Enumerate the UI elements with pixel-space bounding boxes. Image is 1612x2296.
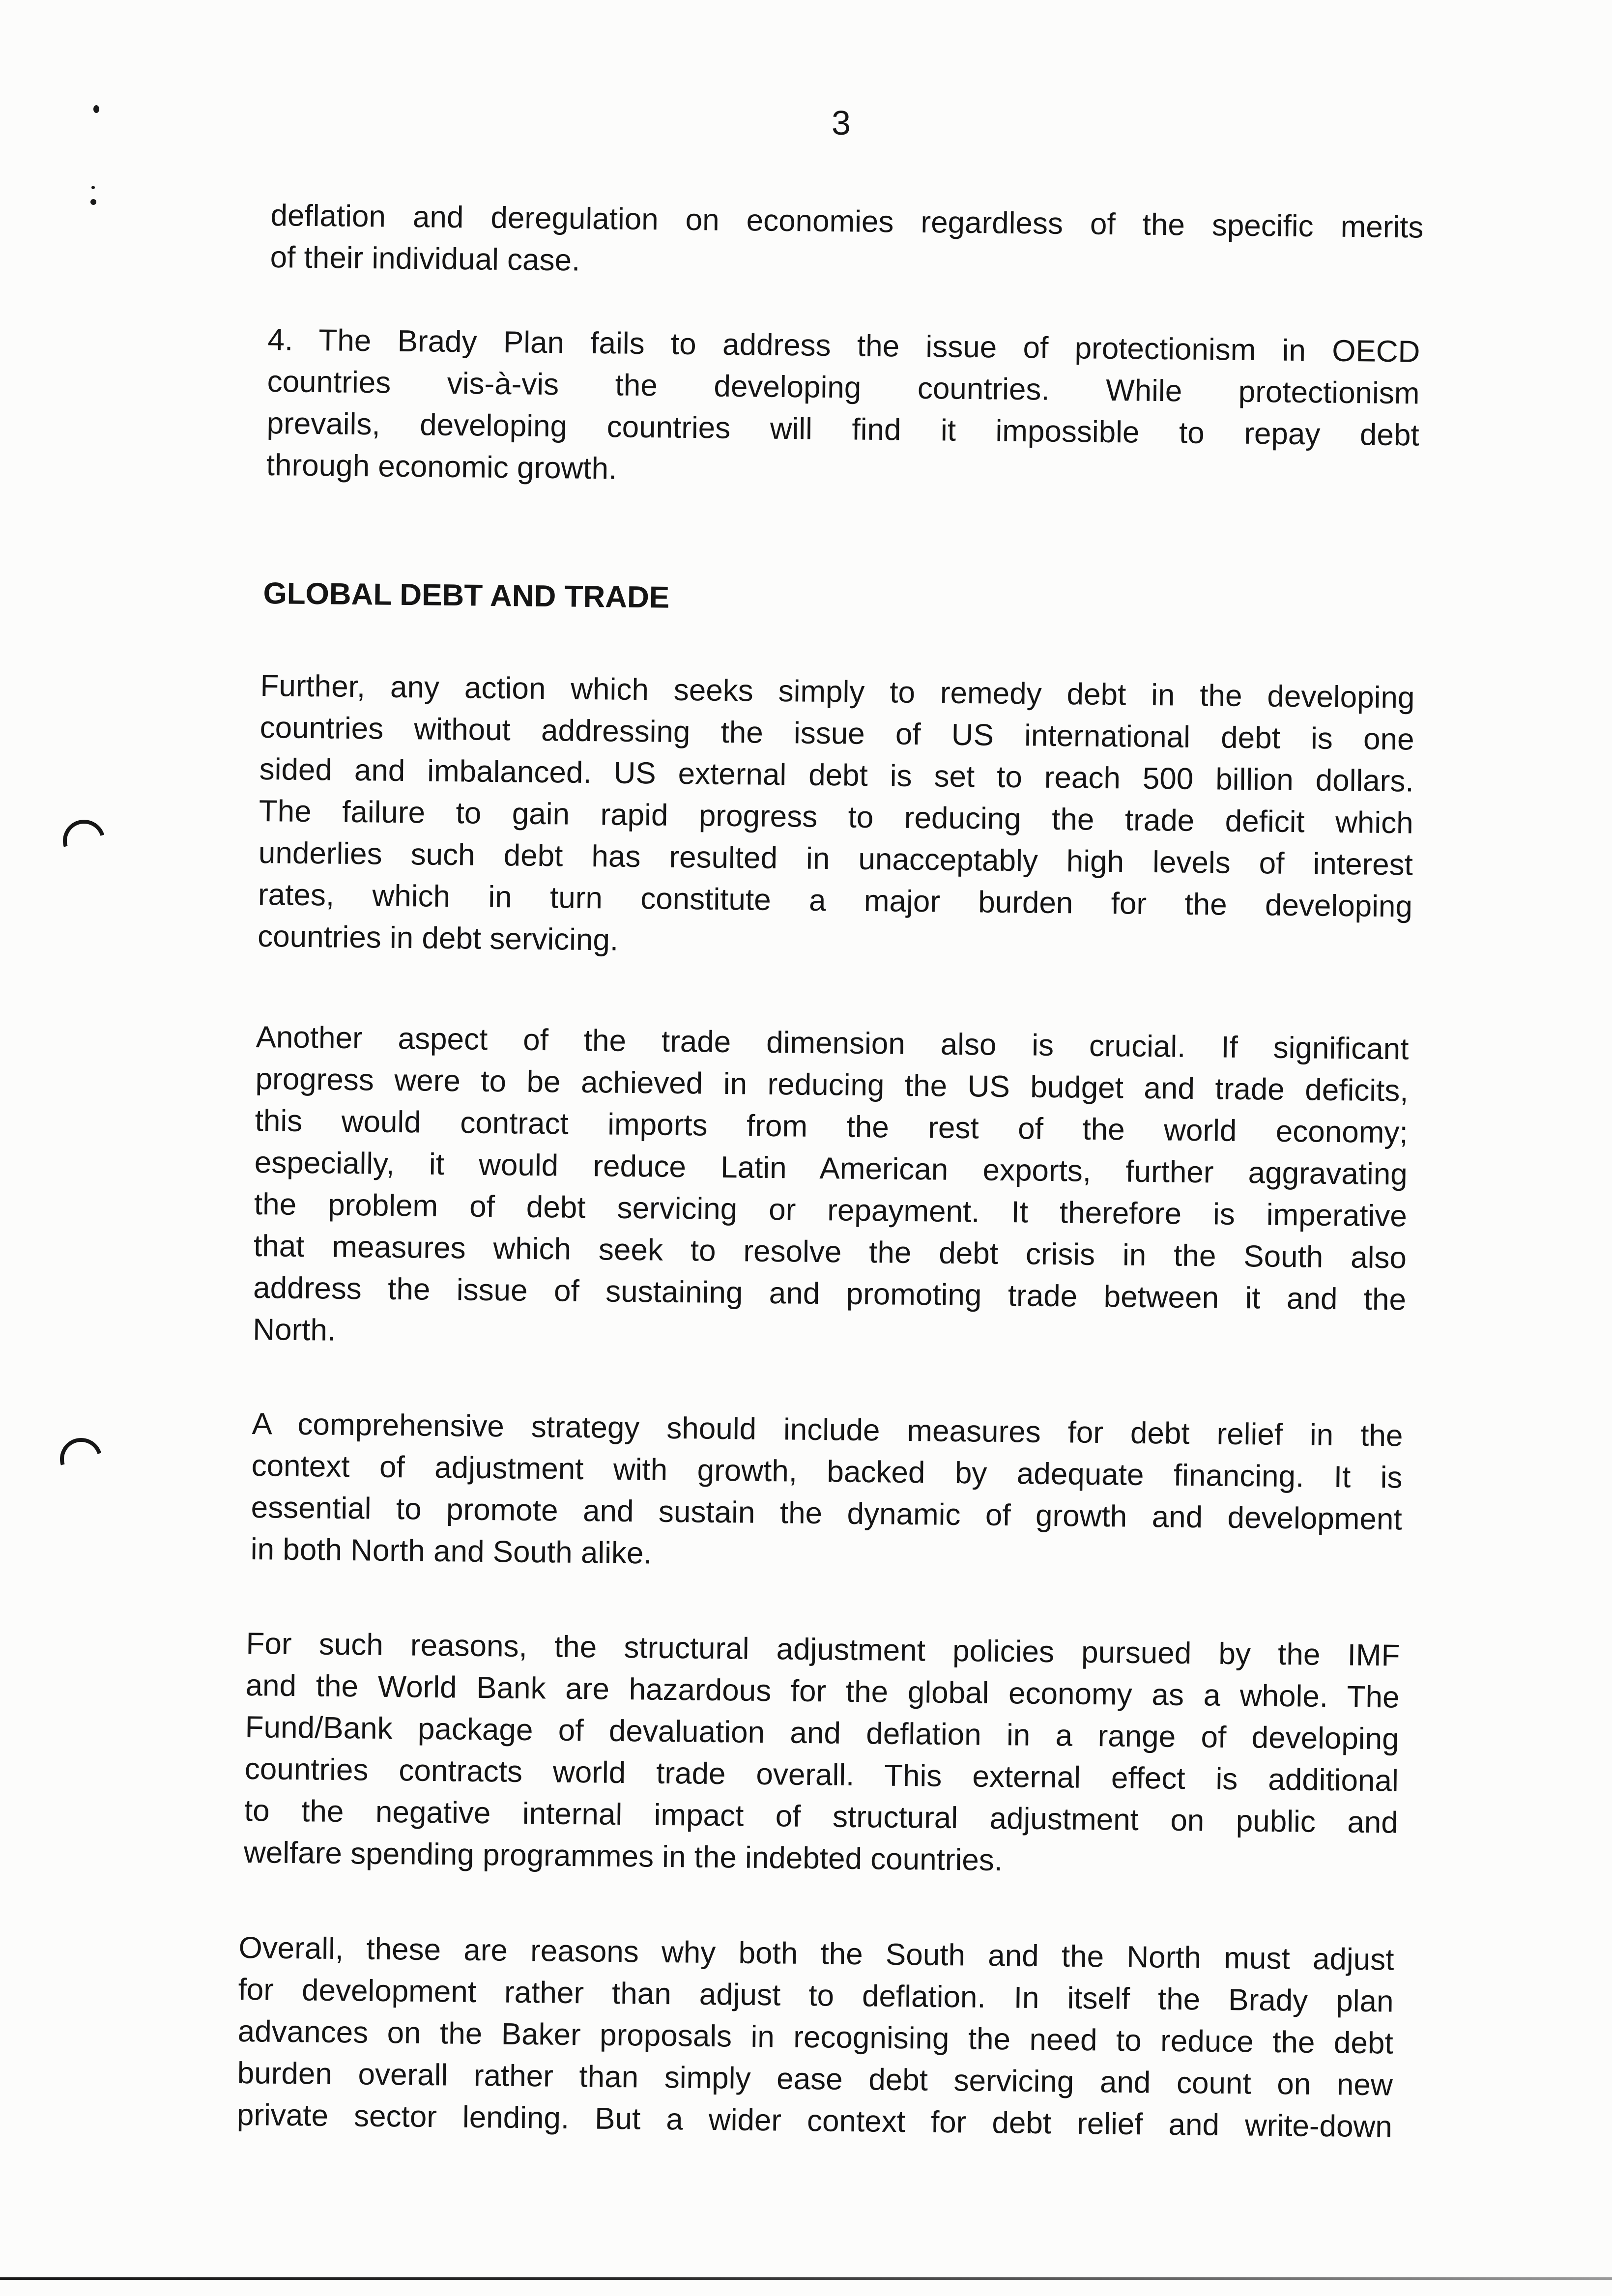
- text-line: essential to promote and sustain the dynamic of growth and development: [251, 1490, 1403, 1537]
- text-line: Fund/Bank package of devaluation and deflation in a range of developing: [245, 1710, 1400, 1756]
- text-line: address the issue of sustaining and promoting trade between it and the: [253, 1270, 1407, 1317]
- text-line: countries without addressing the issue of US international debt is one: [259, 710, 1414, 757]
- text-line: A comprehensive strategy should include measures for debt relief in the: [252, 1406, 1403, 1453]
- paragraph: [266, 319, 1420, 498]
- text-line: through economic growth.: [266, 448, 617, 486]
- paragraph: [270, 195, 1424, 290]
- text-line: welfare spending programmes in the indebted countries.: [243, 1835, 1003, 1878]
- text-line: to the negative internal impact of structural adjustment on public and: [244, 1793, 1399, 1840]
- paragraph: [253, 1016, 1409, 1363]
- text-line: burden overall rather than simply ease debt servicing and count on new: [237, 2056, 1393, 2102]
- punch-hole-mark: [53, 1431, 110, 1488]
- text-line: North.: [252, 1312, 336, 1348]
- text-line: prevails, developing countries will find it impossible to repay debt: [266, 406, 1420, 453]
- text-line: of their individual case.: [270, 240, 580, 278]
- text-line: in both North and South alike.: [250, 1532, 653, 1571]
- text-line: sided and imbalanced. US external debt is set to reach 500 billion dollars.: [259, 752, 1414, 799]
- text-line: underlies such debt has resulted in unacceptably high levels of interest: [258, 835, 1413, 882]
- margin-dot: [90, 199, 96, 205]
- paragraph: [237, 1927, 1394, 2148]
- text-line: and the World Bank are hazardous for the global economy as a whole. The: [245, 1668, 1400, 1715]
- text-line: Another aspect of the trade dimension also is crucial. If significant: [256, 1020, 1409, 1066]
- punch-hole-mark: [56, 812, 113, 869]
- text-line: for development rather than adjust to deflation. In itself the Brady plan: [238, 1972, 1394, 2019]
- text-line: 4. The Brady Plan fails to address the issue of protectionism in OECD: [267, 322, 1420, 369]
- text-line: countries in debt servicing.: [257, 919, 619, 957]
- paragraph: [250, 1403, 1403, 1582]
- text-line: especially, it would reduce Latin American exports, further aggravating: [254, 1145, 1408, 1192]
- text-line: countries vis-à-vis the developing countries. While protectionism: [267, 364, 1420, 411]
- text-line: deflation and deregulation on economies regardless of the specific merits: [270, 198, 1424, 245]
- text-line: this would contract imports from the rest of the world economy;: [255, 1103, 1409, 1150]
- text-line: context of adjustment with growth, backed by adequate financing. It is: [251, 1448, 1403, 1495]
- text-line: The failure to gain rapid progress to reducing the trade deficit which: [259, 794, 1414, 840]
- paragraph: [244, 1623, 1400, 1886]
- page-bottom-rule: [0, 2277, 1612, 2280]
- page-number: 3: [832, 104, 851, 142]
- text-line: countries contracts world trade overall. This external effect is additional: [244, 1751, 1399, 1798]
- text-line: private sector lending. But a wider context for debt relief and write-down: [236, 2097, 1393, 2144]
- text-line: Overall, these are reasons why both the South and the North must adjust: [238, 1930, 1394, 1977]
- text-line: advances on the Baker proposals in recognising the need to reduce the debt: [237, 2014, 1394, 2061]
- section-heading: GLOBAL DEBT AND TRADE: [263, 576, 670, 615]
- margin-dot: [91, 186, 95, 189]
- text-line: Further, any action which seeks simply to remedy debt in the developing: [260, 668, 1415, 715]
- text-line: that measures which seek to resolve the debt crisis in the South also: [253, 1229, 1407, 1275]
- text-line: For such reasons, the structural adjustment policies pursued by the IMF: [246, 1626, 1400, 1673]
- margin-dot: [93, 105, 99, 113]
- text-line: the problem of debt servicing or repayment. It therefore is imperative: [254, 1187, 1408, 1234]
- text-line: progress were to be achieved in reducing the US budget and trade deficits,: [255, 1062, 1409, 1108]
- paragraph: [258, 665, 1415, 970]
- text-line: rates, which in turn constitute a major burden for the developing: [258, 877, 1413, 924]
